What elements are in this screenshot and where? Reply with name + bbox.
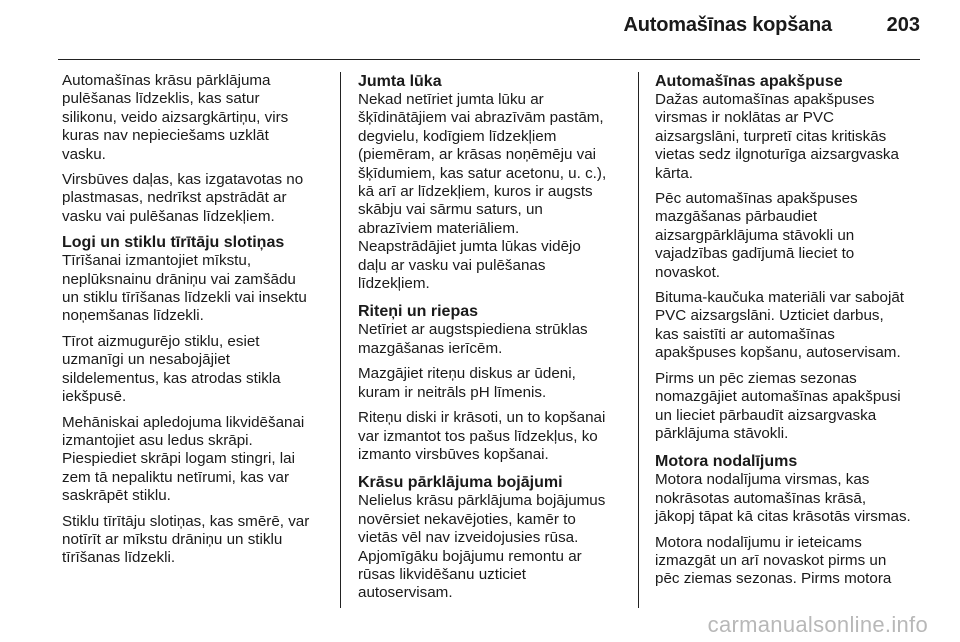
paragraph-wiper-blades: Stiklu tīrītāju slotiņas, kas smērē, var notīrīt ar mīkstu drāniņu un stiklu tīrīšanas līdzekli. — [62, 512, 310, 567]
paragraph-cleaning-cloth: Tīrīšanai izmantojiet mīkstu, neplūksnainu drāniņu vai zamšādu un stiklu tīrīšanas līdzekli vai insektu noņemšanas līdzekli. — [62, 252, 307, 325]
paragraph-painted-wheels: Riteņu diski ir krāsoti, un to kopšanai var izmantot tos pašus līdzekļus, ko izmanto virsbūves kopšanai. — [358, 409, 606, 463]
paragraph-high-pressure: Netīriet ar augstspiediena strūklas mazgāšanas ierīcēm. — [358, 321, 588, 357]
heading-engine-compartment: Motora nodalījums — [655, 453, 798, 471]
column-1 — [62, 72, 327, 575]
heading-underbody: Automašīnas apakšpuse — [655, 73, 843, 90]
page-title: Automašīnas kopšana — [623, 14, 832, 36]
column-divider-2 — [638, 72, 639, 608]
column-3 — [655, 72, 920, 596]
paragraph-polish-silicone: Automašīnas krāsu pārklājuma pulēšanas līdzeklis, kas satur silikonu, veido aizsargkārtiņu, virs kuras nav nepieciešams uzklāt vasku. — [62, 72, 289, 163]
heading-sunroof: Jumta lūka — [358, 73, 442, 90]
header-divider — [58, 59, 920, 60]
heading-windows-wipers: Logi un stiklu tīrītāju slotiņas — [62, 234, 285, 252]
page-number: 203 — [886, 14, 920, 36]
column-divider-1 — [340, 72, 341, 608]
paragraph-paint-repair: Nelielus krāsu pārklājuma bojājumus novērsiet nekavējoties, kamēr to vietās vēl nav izveidojusies rūsa. Apjomīgāku bojājumu remontu ar rūsas likvidēšanu uzticiet autoservisam. — [358, 492, 606, 602]
paragraph-wheel-wash: Mazgājiet riteņu diskus ar ūdeni, kuram ir neitrāls pH līmenis. — [358, 365, 576, 401]
column-2 — [358, 72, 623, 610]
paragraph-sunroof-care: Nekad netīriet jumta lūku ar šķīdinātājiem vai abrazīvām pastām, degvielu, kodīgiem līdzekļiem (piemēram, ar krāsas noņēmēju vai šķīdumiem, kas satur acetonu, u. c.), kā arī ar līdzekļiem, kuros ir augsts skābju vai sārmu saturs, un abrazīviem materiāliem. Neapstrādājiet jumta lūkas vidējo daļu ar vasku vai pulēšanas līdzekļiem. — [358, 91, 607, 293]
paragraph-pvc-coating: Dažas automašīnas apakšpuses virsmas ir noklātas ar PVC aizsargslāni, turpretī citas kritiskās vietas sedz ilgnoturīga aizsargvaska kārta. — [655, 91, 899, 182]
paragraph-plastic-parts: Virsbūves daļas, kas izgatavotas no plastmasas, nedrīkst apstrādāt ar vasku vai pulēšanas līdzekļiem. — [62, 171, 304, 225]
paragraph-ice-scraper: Mehāniskai apledojuma likvidēšanai izmantojiet asu ledus skrāpi. Piespiediet skrāpi logam stingri, lai zem tā nepaliktu netīrumi, kas var saskrāpēt stiklu. — [62, 413, 305, 505]
paragraph-rear-window: Tīrot aizmugurējo stiklu, esiet uzmanīgi un nesabojājiet sildelementus, kas atrodas stikla iekšpusē. — [62, 332, 281, 406]
heading-paint-damage: Krāsu pārklājuma bojājumi — [358, 474, 563, 492]
paragraph-bitumen: Bituma-kaučuka materiāli var sabojāt PVC aizsargslāni. Uzticiet darbus, kas saistīti ar automašīnas apakšpuses kopšanu, autoservisam. — [655, 289, 905, 362]
page-header — [0, 0, 960, 60]
paragraph-engine-paint: Motora nodalījuma virsmas, kas nokrāsotas automašīnas krāsā, jākopj tāpat kā citas krāsotās virsmas. — [655, 471, 911, 526]
heading-wheels-tyres: Riteņi un riepas — [358, 303, 479, 321]
paragraph-winter-season: Pirms un pēc ziemas sezonas nomazgājiet automašīnas apakšpusi un lieciet pārbaudīt aizsargvaska pārklājuma stāvokli. — [655, 369, 901, 442]
watermark: carmanualsonline.info — [707, 612, 928, 637]
paragraph-engine-wash: Motora nodalījumu ir ieteicams izmazgāt un arī novaskot pirms un pēc ziemas sezonas. Pirms motora — [655, 533, 892, 588]
paragraph-underbody-check: Pēc automašīnas apakšpuses mazgāšanas pārbaudiet aizsargpārklājuma stāvokli un vajadzības gadījumā lieciet to novaskot. — [655, 190, 858, 281]
